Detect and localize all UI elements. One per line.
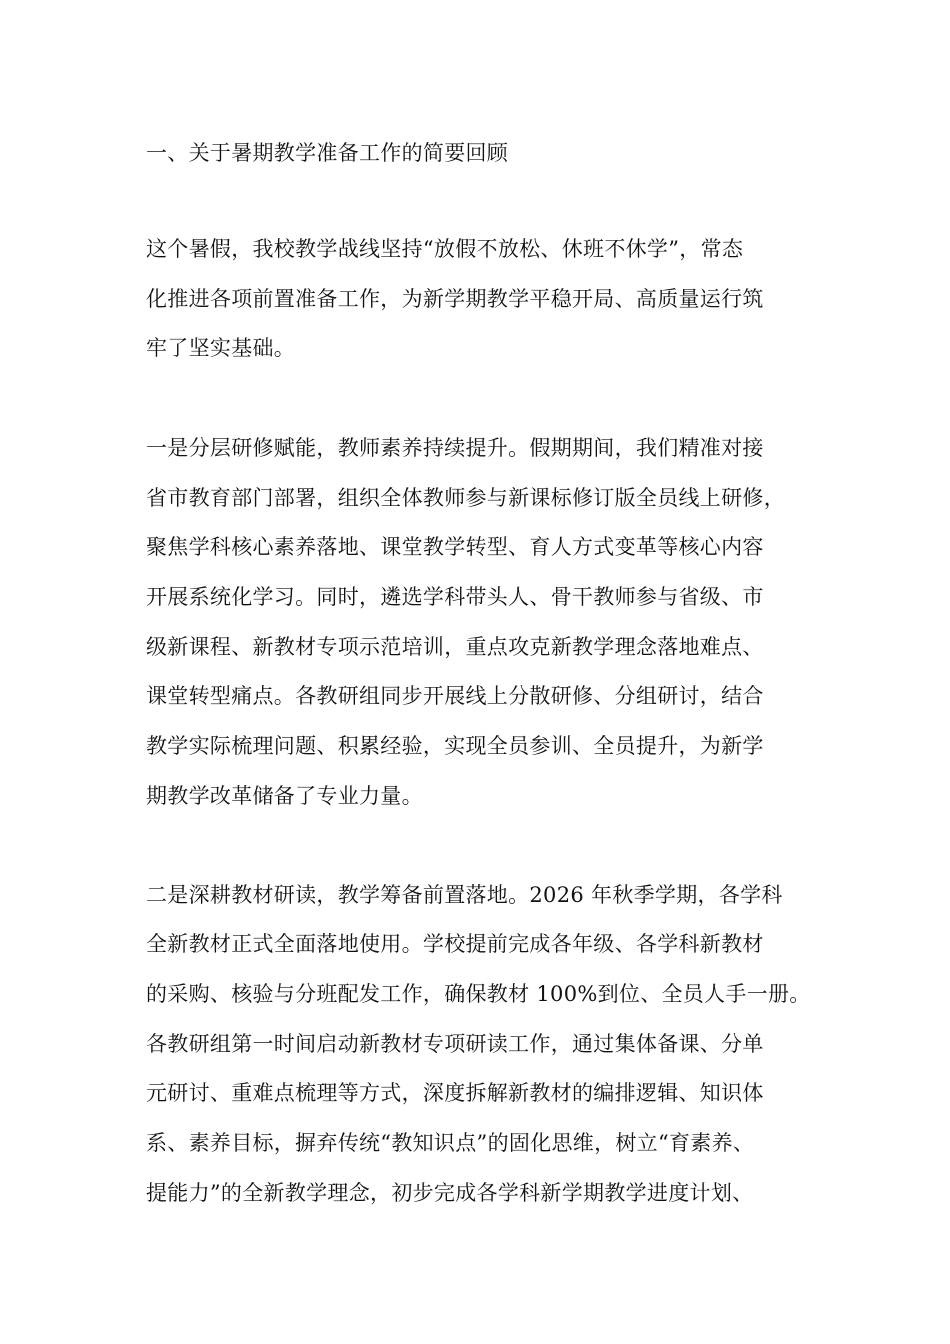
paragraph-line: 的采购、核验与分班配发工作，确保教材 100%到位、全员人手一册。 (146, 982, 811, 1006)
paragraph-line: 这个暑假，我校教学战线坚持“放假不放松、休班不休学”，常态 (146, 237, 744, 261)
paragraph-line: 全新教材正式全面落地使用。学校提前完成各年级、各学科新教材 (146, 932, 764, 956)
section-heading: 一、关于暑期教学准备工作的简要回顾 (146, 141, 509, 165)
paragraph-line: 课堂转型痛点。各教研组同步开展线上分散研修、分组研讨，结合 (146, 684, 764, 708)
paragraph-line: 提能力”的全新教学理念，初步完成各学科新学期教学进度计划、 (146, 1181, 754, 1205)
paragraph-line: 教学实际梳理问题、积累经验，实现全员参训、全员提升，为新学 (146, 734, 764, 758)
paragraph-line: 省市教育部门部署，组织全体教师参与新课标修订版全员线上研修， (146, 486, 785, 510)
paragraph-line: 开展系统化学习。同时，遴选学科带头人、骨干教师参与省级、市 (146, 585, 764, 609)
paragraph-line: 二是深耕教材研读，教学筹备前置落地。2026 年秋季学期，各学科 (146, 883, 783, 907)
paragraph-line: 化推进各项前置准备工作，为新学期教学平稳开局、高质量运行筑 (146, 287, 764, 311)
paragraph-line: 一是分层研修赋能，教师素养持续提升。假期期间，我们精准对接 (146, 436, 764, 460)
paragraph-line: 系、素养目标，摒弃传统“教知识点”的固化思维，树立“育素养、 (146, 1131, 755, 1155)
paragraph-line: 期教学改革储备了专业力量。 (146, 784, 423, 808)
paragraph-line: 各教研组第一时间启动新教材专项研读工作，通过集体备课、分单 (146, 1032, 764, 1056)
paragraph-line: 牢了坚实基础。 (146, 336, 296, 360)
paragraph-line: 元研讨、重难点梳理等方式，深度拆解新教材的编排逻辑、知识体 (146, 1081, 764, 1105)
paragraph-line: 级新课程、新教材专项示范培训，重点攻克新教学理念落地难点、 (146, 635, 764, 659)
paragraph-line: 聚焦学科核心素养落地、课堂教学转型、育人方式变革等核心内容 (146, 535, 764, 559)
